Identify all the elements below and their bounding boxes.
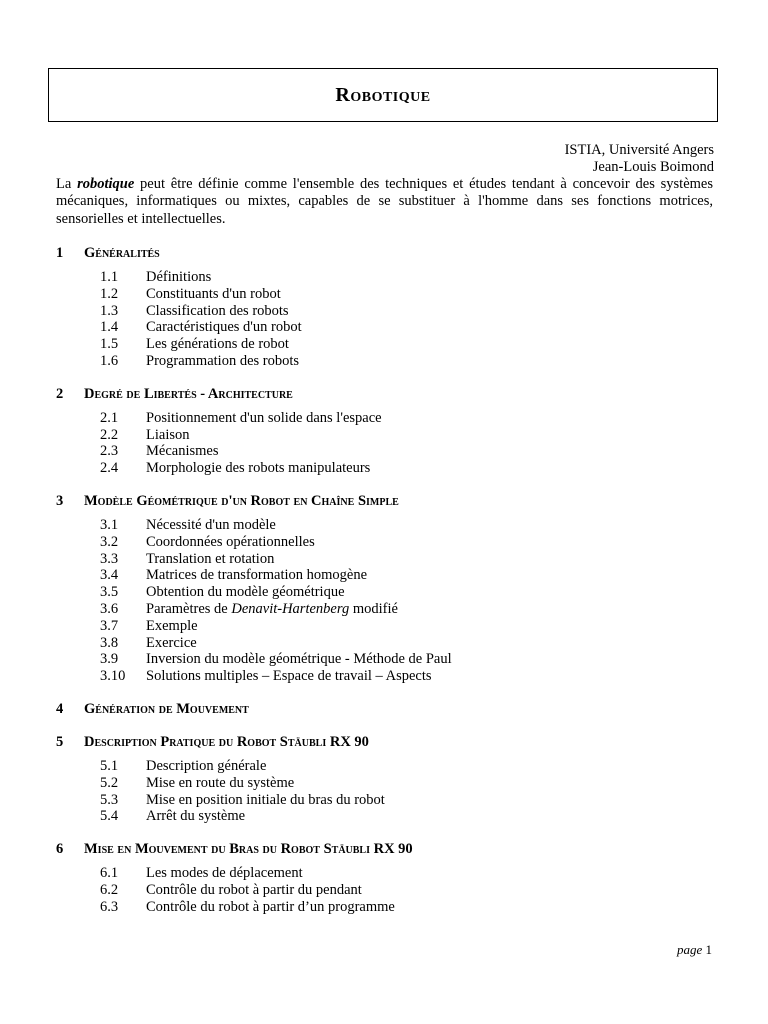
entry-italic: Denavit-Hartenberg — [231, 600, 350, 617]
intro-prefix: La — [56, 176, 78, 192]
toc-entry — [56, 758, 716, 775]
toc-entry — [56, 517, 716, 534]
entry-label: Paramètres de — [146, 600, 232, 617]
entry-text — [146, 865, 303, 882]
toc-section — [56, 840, 716, 915]
entry-label: Constituants d'un robot — [146, 285, 281, 302]
entry-text — [146, 443, 218, 460]
toc-entry — [56, 319, 716, 336]
section-number: 3 — [56, 492, 64, 509]
entry-number: 5.3 — [100, 791, 119, 808]
entry-label: Obtention du modèle géométrique — [146, 584, 345, 601]
entry-text — [146, 899, 395, 916]
entry-text — [146, 668, 432, 685]
entry-number: 3.1 — [100, 516, 119, 533]
entry-label: Inversion du modèle géométrique - Méthode de Paul — [146, 651, 452, 668]
section-heading — [56, 492, 716, 510]
entry-label: Les générations de robot — [146, 336, 289, 353]
entry-label: Contrôle du robot à partir du pendant — [146, 881, 362, 898]
entry-text — [146, 286, 281, 303]
toc-section — [56, 700, 716, 718]
section-title: Génération de Mouvement — [84, 700, 249, 717]
toc-entry — [56, 882, 716, 899]
entry-text — [146, 618, 198, 635]
entry-label: Description générale — [146, 757, 267, 774]
document-title: Robotique — [335, 83, 431, 106]
entry-number: 2.3 — [100, 443, 119, 460]
entry-text — [146, 808, 245, 825]
toc-entry — [56, 775, 716, 792]
entry-text — [146, 410, 382, 427]
affiliation-institution: ISTIA, Université Angers — [564, 142, 714, 158]
intro-paragraph — [56, 176, 713, 228]
entry-label: Caractéristiques d'un robot — [146, 319, 302, 336]
entry-text — [146, 651, 452, 668]
entry-number: 1.6 — [100, 352, 119, 369]
page-number — [677, 942, 712, 958]
entry-number: 3.9 — [100, 651, 119, 668]
toc-entry — [56, 534, 716, 551]
section-title: Modèle Géométrique d'un Robot en Chaîne Simple — [84, 492, 399, 509]
toc-entry — [56, 668, 716, 685]
entry-text — [146, 534, 315, 551]
section-number: 4 — [56, 700, 64, 717]
entry-number: 1.3 — [100, 302, 119, 319]
toc-entry — [56, 410, 716, 427]
toc-entry — [56, 427, 716, 444]
entry-label: Positionnement d'un solide dans l'espace — [146, 409, 382, 426]
entry-number: 3.4 — [100, 567, 119, 584]
entry-text — [146, 775, 294, 792]
entry-text — [146, 303, 289, 320]
toc-entry — [56, 808, 716, 825]
entry-label: Exercice — [146, 634, 197, 651]
entry-label: Classification des robots — [146, 302, 289, 319]
toc-entry — [56, 269, 716, 286]
entry-number: 2.2 — [100, 426, 119, 443]
entry-label: Morphologie des robots manipulateurs — [146, 460, 371, 477]
entry-text — [146, 567, 367, 584]
entry-label: Exemple — [146, 617, 198, 634]
entry-label: Translation et rotation — [146, 550, 275, 567]
entry-text — [146, 353, 299, 370]
entry-number: 5.2 — [100, 774, 119, 791]
toc-entry — [56, 460, 716, 477]
section-title: Mise en Mouvement du Bras du Robot Stäubli RX 90 — [84, 841, 413, 858]
table-of-contents — [56, 244, 716, 931]
entry-text — [146, 319, 302, 336]
toc-entry — [56, 899, 716, 916]
toc-entry — [56, 443, 716, 460]
entry-text — [146, 601, 398, 618]
entry-label: Liaison — [146, 426, 190, 443]
entry-number: 3.5 — [100, 584, 119, 601]
entry-number: 6.1 — [100, 865, 119, 882]
toc-entry — [56, 792, 716, 809]
entry-text — [146, 882, 362, 899]
affiliation-author: Jean-Louis Boimond — [592, 159, 714, 175]
entry-number: 3.6 — [100, 600, 119, 617]
entry-number: 3.2 — [100, 533, 119, 550]
entry-number: 3.10 — [100, 668, 126, 685]
toc-entry — [56, 551, 716, 568]
entry-number: 2.1 — [100, 409, 119, 426]
toc-section — [56, 733, 716, 825]
section-title: Généralités — [84, 245, 160, 261]
entry-number: 1.5 — [100, 336, 119, 353]
section-heading — [56, 733, 716, 751]
entry-label: Coordonnées opérationnelles — [146, 533, 315, 550]
toc-entry — [56, 601, 716, 618]
entry-number: 3.3 — [100, 550, 119, 567]
entry-number: 1.4 — [100, 319, 119, 336]
section-number: 5 — [56, 733, 64, 750]
page-label: page — [676, 942, 703, 957]
entry-text — [146, 584, 345, 601]
toc-entry — [56, 584, 716, 601]
toc-entry — [56, 336, 716, 353]
entry-label: Définitions — [146, 269, 212, 285]
toc-entry — [56, 635, 716, 652]
intro-emphasis: robotique — [77, 176, 135, 192]
entry-text — [146, 517, 276, 534]
toc-entry — [56, 303, 716, 320]
entry-number: 1.2 — [100, 285, 119, 302]
entry-text — [146, 551, 274, 568]
toc-entry — [56, 286, 716, 303]
entry-number: 5.1 — [100, 757, 119, 774]
entry-number: 6.3 — [100, 898, 119, 915]
entry-text — [146, 427, 190, 444]
entry-text — [146, 460, 370, 477]
toc-section — [56, 385, 716, 477]
section-heading — [56, 700, 716, 718]
entry-label: Nécessité d'un modèle — [146, 516, 276, 533]
entry-number: 1.1 — [100, 269, 119, 285]
toc-section — [56, 244, 716, 370]
entry-label: Solutions multiples – Espace de travail – Aspects — [146, 668, 432, 685]
toc-section — [56, 492, 716, 685]
section-number: 2 — [56, 385, 64, 402]
toc-entry — [56, 353, 716, 370]
entry-number: 6.2 — [100, 881, 119, 898]
entry-number: 2.4 — [100, 460, 119, 477]
entry-label: Arrêt du système — [146, 808, 246, 825]
entry-text — [146, 336, 289, 353]
entry-number: 3.7 — [100, 617, 119, 634]
section-heading — [56, 840, 716, 858]
toc-entry — [56, 567, 716, 584]
entry-label: Contrôle du robot à partir d’un programme — [146, 898, 395, 915]
section-heading — [56, 385, 716, 403]
entry-label: Mécanismes — [146, 443, 219, 460]
entry-suffix: modifié — [349, 600, 398, 617]
entry-text — [146, 635, 197, 652]
entry-label: Mise en position initiale du bras du robot — [146, 791, 385, 808]
toc-entry — [56, 651, 716, 668]
entry-text — [146, 792, 385, 809]
entry-label: Programmation des robots — [146, 352, 300, 369]
entry-number: 5.4 — [100, 808, 119, 825]
entry-number: 3.8 — [100, 634, 119, 651]
section-title: Degré de Libertés - Architecture — [84, 385, 293, 402]
section-title: Description Pratique du Robot Stäubli RX 90 — [84, 733, 369, 750]
page-number-value: 1 — [705, 942, 712, 957]
entry-text — [146, 269, 211, 286]
section-number: 1 — [56, 245, 64, 261]
intro-rest: peut être définie comme l'ensemble des techniques et études tendant à concevoir des systèmes mécaniques, informatiques ou mixtes, capables de se substituer à l'homme dans ses fonctions motrices, sensorielles et intellectuelles. — [56, 176, 713, 227]
toc-entry — [56, 865, 716, 882]
section-number: 6 — [56, 841, 64, 858]
toc-entry — [56, 618, 716, 635]
entry-text — [146, 758, 266, 775]
title-box — [48, 68, 718, 122]
section-heading — [56, 244, 716, 262]
entry-label: Matrices de transformation homogène — [146, 567, 368, 584]
entry-label: Les modes de déplacement — [146, 865, 303, 882]
affiliation — [565, 142, 714, 176]
entry-label: Mise en route du système — [146, 774, 295, 791]
